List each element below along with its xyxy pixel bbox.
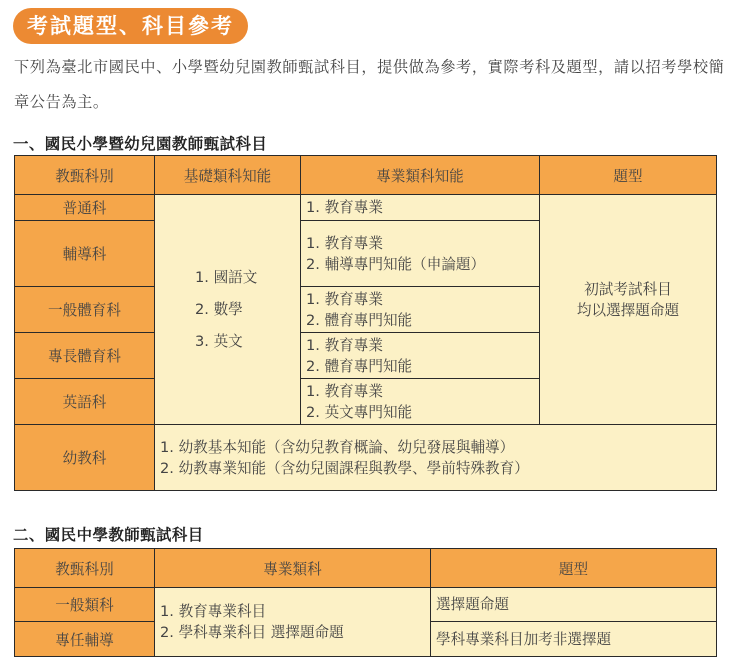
professional-pe-specialty [300,332,540,379]
section-title-badge: 考試題型、科目參考 [13,8,248,44]
professional-item: 1. 教育專業 [306,290,383,308]
category-kindergarten: 幼教科 [14,424,155,491]
professional-item: 2. 英文專門知能 [306,403,413,421]
category-counseling-fulltime: 專任輔導 [14,621,155,657]
professional-english [300,378,540,425]
header-category: 教甄科別 [14,548,155,588]
basic-subject: 1. 國語文 [195,268,258,286]
exam-type-line: 選擇題命題 [436,596,509,613]
basic-subjects [154,194,301,425]
header-professional: 專業類科知能 [300,155,540,195]
exam-type-line: 初試考試科目 [584,280,672,298]
exam-type-line: 均以選擇題命題 [576,301,680,319]
header-category: 教甄科別 [14,155,155,195]
exam-type-counseling [430,621,717,657]
section2-title: 二、國民中學教師甄試科目 [13,526,204,544]
professional-general [300,194,540,221]
professional-item: 1. 教育專業 [306,234,383,252]
professional-pe-general [300,286,540,333]
section1-title: 一、國民小學暨幼兒園教師甄試科目 [13,135,268,153]
professional-item: 2. 體育專門知能 [306,357,413,375]
header-type: 題型 [539,155,717,195]
exam-type [539,194,717,425]
professional-item: 2. 體育專門知能 [306,311,413,329]
header-type: 題型 [430,548,717,588]
intro-text: 下列為臺北市國民中、小學暨幼兒園教師甄試科目，提供做為參考，實際考科及題型，請以招考學校簡章公告為主。 [14,58,725,111]
category-counseling: 輔導科 [14,220,155,287]
professional-item: 1. 教育專業 [306,199,383,216]
professional-item: 2. 學科專業科目 選擇題命題 [160,624,344,641]
exam-type-line: 學科專業科目加考非選擇題 [436,630,612,648]
professional-counseling [300,220,540,287]
category-pe-specialty: 專長體育科 [14,332,155,379]
professional-item: 1. 教育專業 [306,382,383,400]
professional-item: 1. 教育專業 [306,336,383,354]
basic-subject: 3. 英文 [195,332,243,350]
category-general: 普通科 [14,194,155,221]
header-professional: 專業類科 [154,548,431,588]
kindergarten-item: 1. 幼教基本知能（含幼兒教育概論、幼兒發展與輔導） [160,438,515,456]
category-pe-general: 一般體育科 [14,286,155,333]
exam-type-general [430,587,717,622]
professional-subjects [154,587,431,657]
category-english: 英語科 [14,378,155,425]
basic-subject: 2. 數學 [195,300,243,318]
professional-item: 2. 輔導專門知能（申論題） [306,255,486,273]
header-basic: 基礎類科知能 [154,155,301,195]
professional-item: 1. 教育專業科目 [160,603,267,620]
kindergarten-subjects [154,424,717,491]
category-general-subject: 一般類科 [14,587,155,622]
kindergarten-item: 2. 幼教專業知能（含幼兒園課程與教學、學前特殊教育） [160,459,529,477]
